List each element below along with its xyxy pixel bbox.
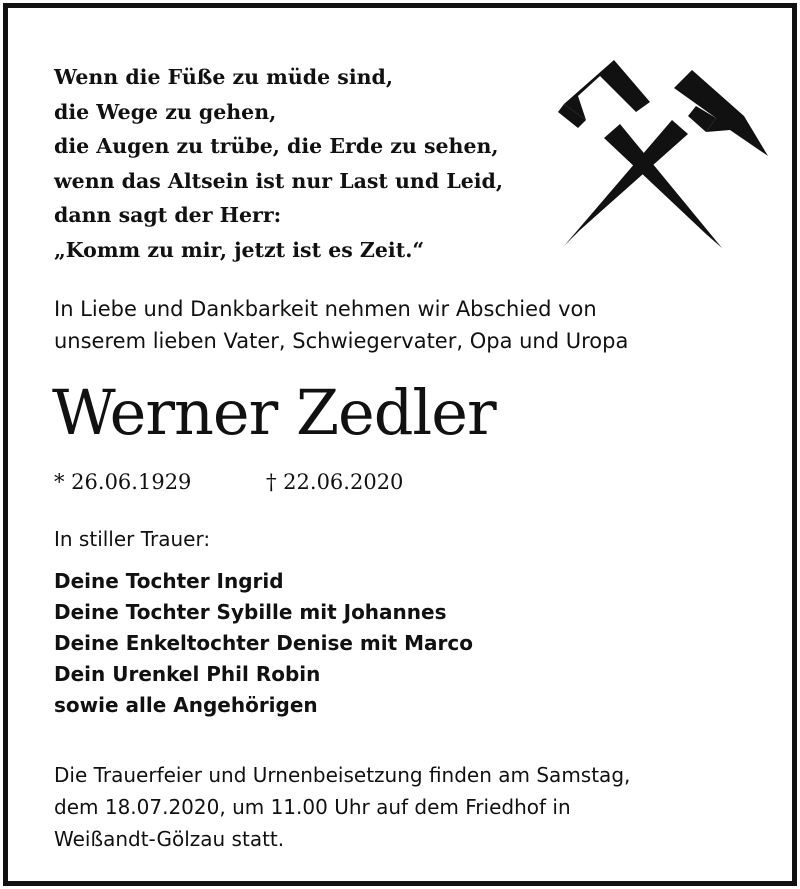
mourner: Deine Enkeltochter Denise mit Marco (54, 631, 473, 655)
poem-line: die Wege zu gehen, (54, 99, 277, 124)
poem-line: die Augen zu trübe, die Erde zu sehen, (54, 134, 499, 158)
mourner: Deine Tochter Sybille mit Johannes (54, 600, 447, 624)
poem-line: „Komm zu mir, jetzt ist es Zeit.“ (54, 237, 425, 262)
life-dates (54, 467, 404, 497)
poem-line: Wenn die Füße zu müde sind, (54, 65, 393, 89)
mourning-label: In stiller Trauer: (54, 527, 211, 551)
intro-line: In Liebe und Dankbarkeit nehmen wir Abschied von (54, 297, 597, 321)
poem-line: dann sagt der Herr: (54, 203, 282, 227)
funeral-line: Die Trauerfeier und Urnenbeisetzung finden am Samstag, (54, 763, 631, 787)
mourner: Deine Tochter Ingrid (54, 569, 284, 593)
deceased-name: Werner Zedler (52, 376, 496, 449)
poem (54, 60, 503, 267)
obituary-frame (3, 3, 797, 886)
mourners-list (54, 566, 473, 721)
funeral-line: dem 18.07.2020, um 11.00 Uhr auf dem Friedhof in (54, 795, 571, 819)
funeral-info (54, 759, 630, 855)
death-date: † 22.06.2020 (266, 470, 404, 494)
intro-text (54, 293, 628, 357)
crossed-hammers-icon (556, 58, 770, 254)
intro-line: unserem lieben Vater, Schwiegervater, Opa und Uropa (54, 329, 629, 353)
poem-line: wenn das Altsein ist nur Last und Leid, (54, 168, 504, 193)
funeral-line: Weißandt-Gölzau statt. (54, 827, 285, 851)
mourner: sowie alle Angehörigen (54, 693, 318, 717)
birth-date: * 26.06.1929 (54, 470, 192, 494)
mourner: Dein Urenkel Phil Robin (54, 662, 321, 686)
